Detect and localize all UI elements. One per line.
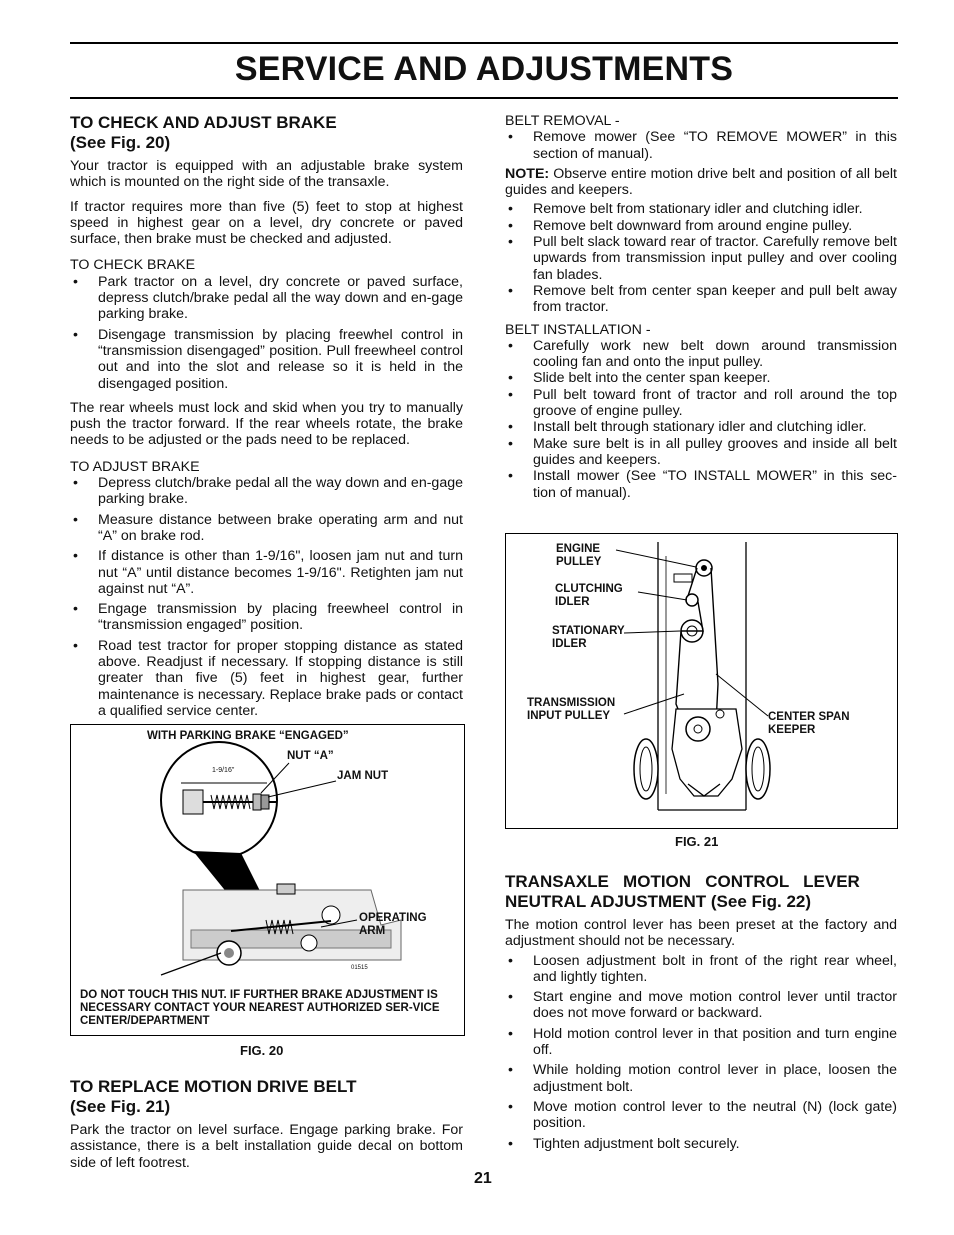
list-item: • Slide belt into the center span keeper. <box>505 370 897 386</box>
belt-heading: TO REPLACE MOTION DRIVE BELT (See Fig. 21) <box>70 1077 357 1116</box>
list-item: • Hold motion control lever in that position and turn engine off. <box>505 1026 897 1059</box>
list-item: • Road test tractor for proper stopping distance as stated above. Readjust if necessary. If stopping distance is still greater than five (5) feet in highest gear, further maintenance is necessary. Replace brake pads or contact a qualified service center. <box>70 638 463 719</box>
belt-section <box>70 1077 463 1179</box>
brake-heading: TO CHECK AND ADJUST BRAKE (See Fig. 20) <box>70 113 337 152</box>
fig20-warning: DO NOT TOUCH THIS NUT. IF FURTHER BRAKE ADJUSTMENT IS NECESSARY CONTACT YOUR NEAREST AUTHORIZED SER-VICE CENTER/DEPARTMENT <box>80 989 440 1027</box>
list-item: • If distance is other than 1-9/16", loosen jam nut and turn nut “A” until distance becomes 1-9/16". Retighten jam nut against nut “A”. <box>70 548 463 597</box>
list-item: • Pull belt toward front of tractor and roll around the top groove of engine pulley. <box>505 387 897 420</box>
list-item: • Pull belt slack toward rear of tractor. Carefully remove belt upwards from transmission input pulley and over cooling fan blades. <box>505 234 897 283</box>
list-item: • Measure distance between brake operating arm and nut “A” on brake rod. <box>70 512 463 545</box>
top-rule <box>70 42 898 44</box>
left-column <box>70 113 463 727</box>
list-item: • Make sure belt is in all pulley grooves and inside all belt guides and keepers. <box>505 436 897 469</box>
transaxle-list <box>505 953 897 1152</box>
figure-21-box <box>505 533 898 829</box>
page-number: 21 <box>474 1170 492 1187</box>
list-item: • Disengage transmission by placing freewhel control in “transmission disengaged” position. Pull freewheel control out and into the slot and release so it is held in the disengaged position. <box>70 327 463 392</box>
figure-20-box <box>70 724 465 1036</box>
center-span-keeper-label: CENTER SPAN KEEPER <box>768 711 850 736</box>
rear-wheels-text: The rear wheels must lock and skid when you try to manually push the tractor forward. If the rear wheels rotate, the brake needs to be adjusted or the pads need to be replaced. <box>70 399 463 449</box>
list-item: • Remove belt from stationary idler and clutching idler. <box>505 201 897 217</box>
part-code: 01515 <box>351 965 368 971</box>
fig20-caption: FIG. 20 <box>240 1043 284 1058</box>
list-item: • Remove mower (See “TO REMOVE MOWER” in this section of manual). <box>505 129 897 162</box>
check-brake-label: TO CHECK BRAKE <box>70 257 196 274</box>
belt-install-list <box>505 338 897 501</box>
transaxle-heading: TRANSAXLE MOTION CONTROL LEVER NEUTRAL ADJUSTMENT (See Fig. 22) <box>505 872 860 911</box>
belt-intro: Park the tractor on level surface. Engage parking brake. For assistance, there is a belt installation guide decal on bottom side of left footrest. <box>70 1122 463 1171</box>
list-item: • Install belt through stationary idler and clutching idler. <box>505 419 897 435</box>
belt-removal-first <box>505 129 897 162</box>
operating-arm-label: OPERATING ARM <box>359 912 427 937</box>
belt-install-label: BELT INSTALLATION - <box>505 321 651 338</box>
fig20-header: WITH PARKING BRAKE “ENGAGED” <box>147 730 349 742</box>
dimension-label: 1-9/16" <box>212 767 235 774</box>
right-column <box>505 113 897 509</box>
list-item: • Remove belt downward from around engine pulley. <box>505 218 897 234</box>
list-item: • Install mower (See “TO INSTALL MOWER” in this sec-tion of manual). <box>505 468 897 501</box>
title-underline <box>70 97 898 99</box>
fig21-caption: FIG. 21 <box>675 834 719 849</box>
list-item: • Move motion control lever to the neutral (N) (lock gate) position. <box>505 1099 897 1132</box>
engine-pulley-label: ENGINE PULLEY <box>556 543 602 568</box>
transmission-pulley-label: TRANSMISSION INPUT PULLEY <box>527 697 616 722</box>
brake-intro-1: Your tractor is equipped with an adjustable brake system which is mounted on the right side of the transaxle. <box>70 158 463 191</box>
brake-intro-2: If tractor requires more than five (5) feet to stop at highest speed in highest gear on a level, dry concrete or paved surface, then brake must be checked and adjusted. <box>70 198 463 248</box>
list-item: • Depress clutch/brake pedal all the way down and en-gage parking brake. <box>70 475 463 508</box>
transaxle-section <box>505 872 897 1160</box>
belt-routing-diagram <box>506 534 897 828</box>
nut-a-label: NUT “A” <box>287 750 334 762</box>
jam-nut-label: JAM NUT <box>337 770 389 782</box>
list-item: • Loosen adjustment bolt in front of the right rear wheel, and lightly tighten. <box>505 953 897 986</box>
belt-removal-list <box>505 201 897 315</box>
list-item: • Carefully work new belt down around transmission cooling fan and onto the input pulley. <box>505 338 897 371</box>
list-item: • Tighten adjustment bolt securely. <box>505 1136 897 1152</box>
list-item: • Start engine and move motion control lever until tractor does not move forward or backward. <box>505 989 897 1022</box>
clutching-idler-label: CLUTCHING IDLER <box>555 583 623 608</box>
note: NOTE: Observe entire motion drive belt and position of all belt guides and keepers. <box>505 165 897 199</box>
page-title: SERVICE AND ADJUSTMENTS <box>234 50 734 88</box>
adjust-brake-list <box>70 475 463 719</box>
check-brake-list <box>70 274 463 392</box>
adjust-brake-label: TO ADJUST BRAKE <box>70 458 200 475</box>
transaxle-intro: The motion control lever has been preset at the factory and adjustment should not be necessary. <box>505 917 897 950</box>
list-item: • Remove belt from center span keeper and pull belt away from tractor. <box>505 283 897 316</box>
belt-removal-label: BELT REMOVAL - <box>505 113 620 129</box>
list-item: • Park tractor on a level, dry concrete or paved surface, depress clutch/brake pedal all the way down and en-gage parking brake. <box>70 274 463 323</box>
list-item: • Engage transmission by placing freewheel control in “transmission engaged” position. <box>70 601 463 634</box>
stationary-idler-label: STATIONARY IDLER <box>552 625 625 650</box>
list-item: • While holding motion control lever in place, loosen the adjustment bolt. <box>505 1062 897 1095</box>
